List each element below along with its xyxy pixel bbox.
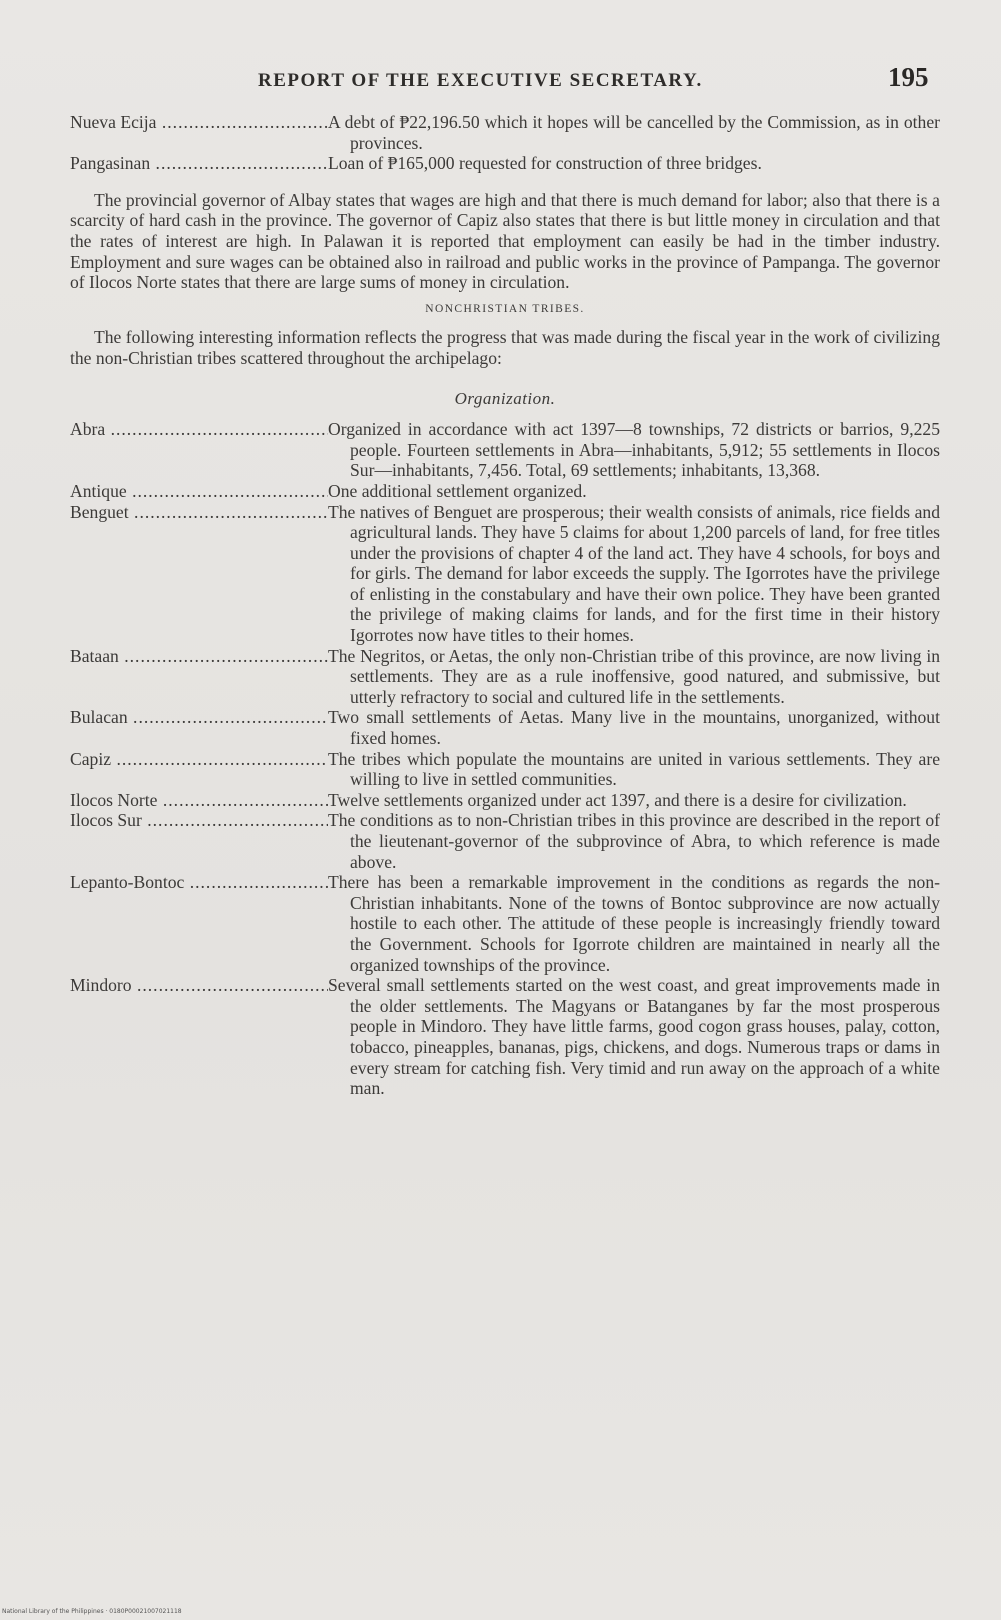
entry-name: Antique .....	[70, 481, 328, 502]
entry-text: One additional settlement organized.	[328, 480, 587, 501]
entry-row	[70, 872, 940, 975]
body-paragraph: The following interesting information reflects the progress that was made during the fiscal year in the work of civilizing the non-Christian tribes scattered throughout the archipelago:	[70, 327, 940, 368]
entry-text: The tribes which populate the mountains are united in various settlements. They are willing to live in settled communities.	[328, 748, 940, 790]
entry-text: The Negritos, or Aetas, the only non-Christian tribe of this province, are now living in settlements. They are as a rule inoffensive, good natured, and submissive, but utterly refractory to social and cultured life in the settlements.	[328, 645, 940, 707]
entry-name: Bataan .....	[70, 646, 328, 708]
entry-row	[70, 810, 940, 872]
entry-row	[70, 419, 940, 481]
entry-text: There has been a remarkable improvement in the conditions as regards the non-Christian inhabitants. None of the towns of Bontoc subprovince are now actually hostile to each other. The attitude of these people is increasingly friendly toward the Government. Schools for Igorrote children are maintained in nearly all the organized townships of the province.	[328, 872, 940, 975]
entry-name: Capiz .....	[70, 749, 328, 790]
entry-row	[70, 646, 940, 708]
entry-row	[70, 790, 940, 811]
entry-name: Abra .....	[70, 419, 328, 481]
entry-row	[70, 502, 940, 646]
entry-text: The conditions as to non-Christian tribes in this province are described in the report of the lieutenant-governor of the subprovince of Abra, to which reference is made above.	[328, 810, 940, 872]
header-title: REPORT OF THE EXECUTIVE SECRETARY.	[258, 70, 703, 91]
entry-row	[70, 112, 940, 153]
entry-name: Bulacan .....	[70, 707, 328, 748]
running-header	[0, 62, 1001, 102]
body-paragraph: The provincial governor of Albay states that wages are high and that there is much demand for labor; also that there is a scarcity of hard cash in the province. The governor of Capiz also states that there is but little money in circulation and that the rates of interest are high. In Palawan it is reported that employment can easily be had in the timber industry. Employment and sure wages can be obtained also in railroad and public works in the province of Pampanga. The governor of Ilocos Norte states that there are large sums of money in circulation.	[70, 189, 940, 293]
entry-row	[70, 153, 940, 174]
entry-text: Two small settlements of Aetas. Many live in the mountains, unorganized, without fixed homes.	[328, 707, 940, 749]
entry-name: Ilocos Norte .....	[70, 790, 328, 811]
entry-name: Pangasinan .....	[70, 153, 328, 174]
page-content	[70, 112, 940, 1099]
entry-text: Organized in accordance with act 1397—8 townships, 72 districts or barrios, 9,225 people. Fourteen settlements in Abra—inhabitants, 5,912; 55 settlements in Ilocos Sur—inhabitants, 7,456. Total, 69 settlements; inhabitants, 13,368.	[328, 419, 940, 481]
entry-text: A debt of ₱22,196.50 which it hopes will be cancelled by the Commission, as in other provinces.	[328, 112, 940, 153]
entry-row	[70, 749, 940, 790]
entry-text: Twelve settlements organized under act 1397, and there is a desire for civilization.	[328, 789, 907, 810]
entry-name: Ilocos Sur .....	[70, 810, 328, 872]
entry-row	[70, 481, 940, 502]
entry-name: Mindoro .....	[70, 975, 328, 1099]
entry-name: Lepanto-Bontoc .....	[70, 872, 328, 975]
entry-row	[70, 975, 940, 1099]
scan-footer: National Library of the Philippines · 0180P00021007021118	[2, 1608, 182, 1615]
entry-text: Loan of ₱165,000 requested for construction of three bridges.	[328, 153, 762, 174]
entry-name: Benguet .....	[70, 502, 328, 646]
page-number: 195	[888, 62, 929, 92]
entry-text: The natives of Benguet are prosperous; their wealth consists of animals, rice fields and agricultural lands. They have 5 claims for about 1,200 parcels of land, for free titles under the provisions of chapter 4 of the land act. They have 4 schools, for boys and for girls. The demand for labor exceeds the supply. The Igorrotes have the privilege of enlisting in the constabulary and have their own police. They have been granted the privilege of making claims for lands, and for the first time in their history Igorrotes now have titles to their homes.	[328, 501, 940, 646]
entry-text: Several small settlements started on the west coast, and great improvements made in the older settlements. The Magyans or Batanganes by far the most prosperous people in Mindoro. They have little farms, good cogon grass houses, palay, cotton, tobacco, pineapples, bananas, pigs, chickens, and dogs. Numerous traps or dams in every stream for catching fish. Very timid and run away on the approach of a white man.	[328, 975, 940, 1099]
subheading: Organization.	[454, 388, 556, 408]
entry-row	[70, 707, 940, 748]
entry-name: Nueva Ecija .....	[70, 112, 328, 153]
section-heading: NONCHRISTIAN TRIBES.	[425, 302, 585, 315]
